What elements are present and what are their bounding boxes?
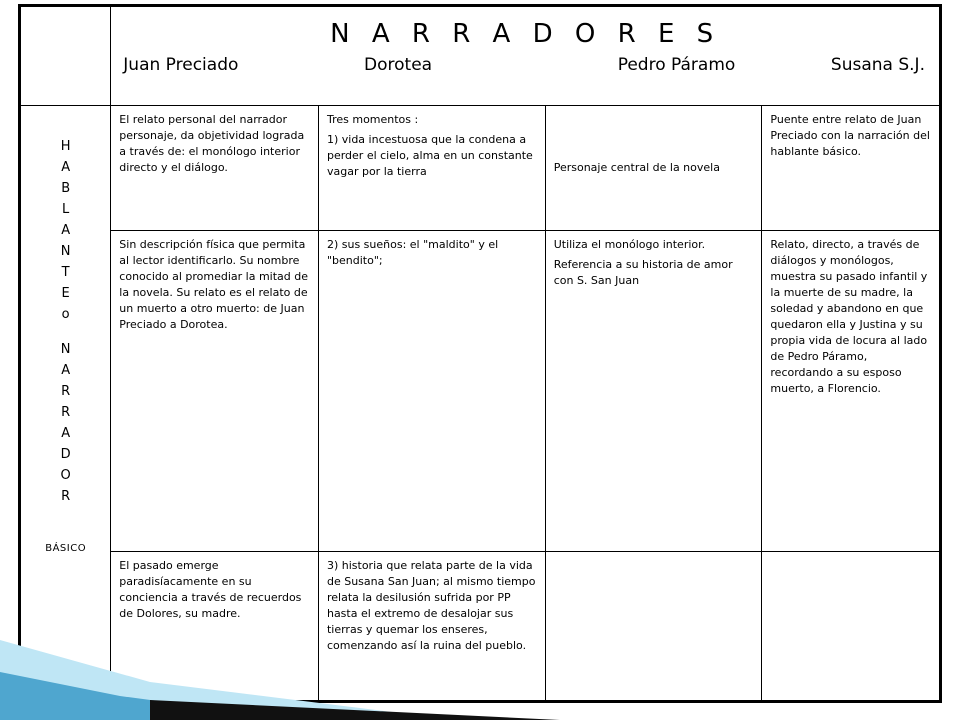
cell-susana-2: Relato, directo, a través de diálogos y monólogos, muestra su pasado infantil y la muerte de su madre, la soledad y abandono en que quedaron ella y Justina y su propia vida de locura al lado de Pedro Páramo, recordando a su esposo muerto, a Florencio. [762,231,941,552]
table-row [20,106,941,231]
decorative-swoosh [0,600,960,720]
swoosh-dark [150,700,560,720]
side-letter: L [62,202,70,217]
cell-dorotea-2: 2) sus sueños: el "maldito" y el "bendito"; [318,231,545,552]
cell-susana-1: Puente entre relato de Juan Preciado con la narración del hablante básico. [762,106,941,231]
side-letter: R [61,384,71,399]
corner-cell [20,6,111,106]
cell-juan-preciado-1: El relato personal del narrador personaje, da objetividad lograda a través de: el monólogo interior directo y el diálogo. [111,106,319,231]
side-letter: H [60,139,71,154]
side-letter: T [61,265,70,280]
cell-juan-preciado-3: El pasado emerge paradisíacamente en su conciencia a través de recuerdos de Dolores, su madre. [111,552,319,702]
side-letter: N [60,342,71,357]
cell-text: Tres momentos : [326,113,419,126]
cell-text: Utiliza el monólogo interior. [553,238,706,251]
side-letter: A [61,223,71,238]
side-label-sub: BÁSICO [45,543,87,554]
column-pedro-paramo: Pedro Páramo [617,55,736,75]
side-letter: R [61,489,71,504]
side-gap [29,325,102,339]
cell-pedro-paramo-1: Personaje central de la novela [545,106,762,231]
cell-text: Referencia a su historia de amor con S. San Juan [553,258,733,287]
side-letter: E [61,286,70,301]
column-juan-preciado: Juan Preciado [123,55,239,75]
cell-juan-preciado-2: Sin descripción física que permita al lector identificarlo. Su nombre conocido al promediar la mitad de la novela. Su relato es el relato de un muerto a otro muerto: de Juan Preciado a Dorotea. [111,231,319,552]
side-letter: A [61,160,71,175]
table-row [20,231,941,552]
side-letter: o [61,307,70,322]
cell-dorotea-3: 3) historia que relata parte de la vida de Susana San Juan; al mismo tiempo relata la desilusión sufrida por PP hasta el extremo de desalojar sus tierras y quemar los enseres, comenzando así la ruina del pueblo. [318,552,545,702]
header-row [20,6,941,106]
column-names [121,53,929,77]
cell-dorotea-1 [318,106,545,231]
narradores-table [18,4,942,703]
side-letter: A [61,426,71,441]
side-letter: A [61,363,71,378]
side-letter: B [61,181,71,196]
table-title: N A R R A D O R E S [330,19,721,49]
side-letter: D [60,447,71,462]
column-susana: Susana S.J. [830,55,925,75]
side-letter: O [60,468,71,483]
cell-pedro-paramo-2 [545,231,762,552]
title-cell [111,6,941,106]
cell-text: 1) vida incestuosa que la condena a perder el cielo, alma en un constante vagar por la tierra [326,133,533,178]
side-letter: R [61,405,71,420]
side-letter: N [60,244,71,259]
column-dorotea: Dorotea [364,55,433,75]
